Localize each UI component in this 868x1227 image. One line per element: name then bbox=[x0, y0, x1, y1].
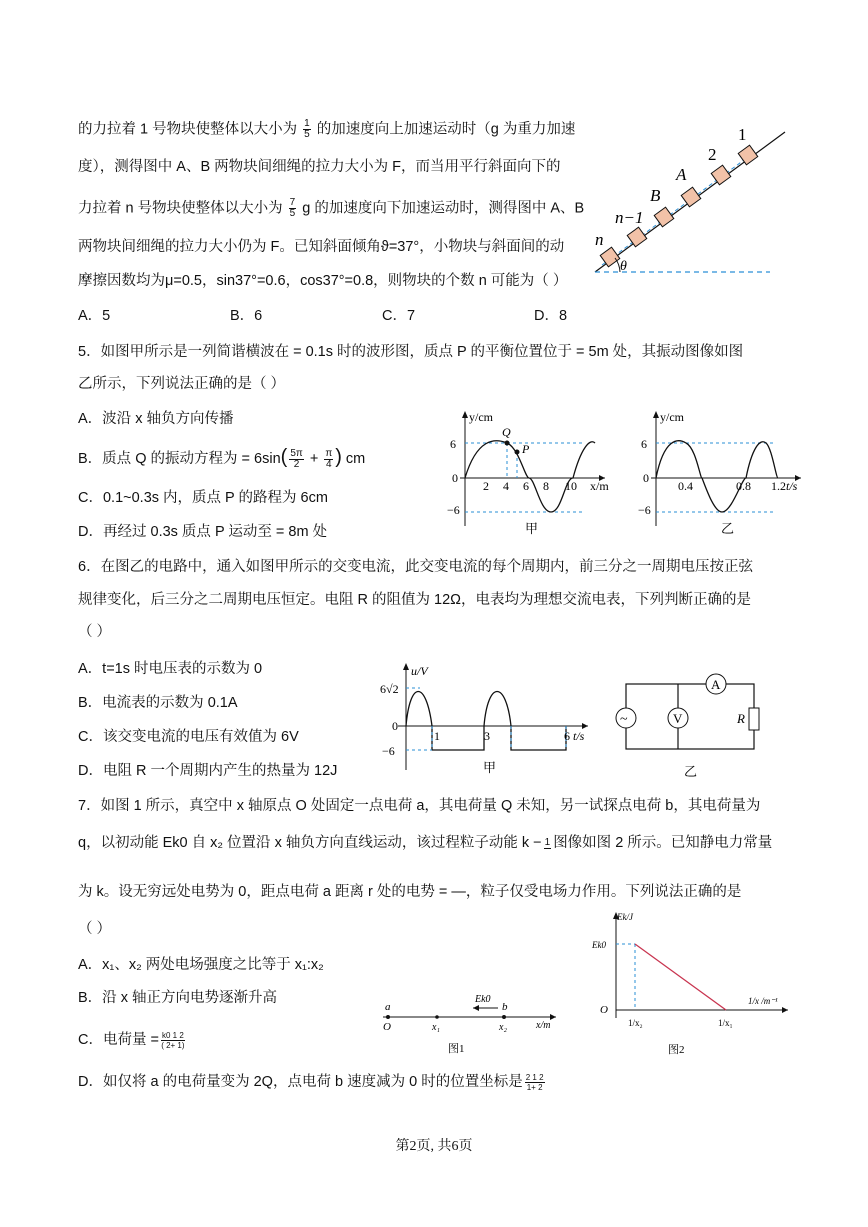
q5-line1: 5．如图甲所示是一列简谐横波在 = 0.1s 时的波形图，质点 P 的平衡位置位于 = 5m 处，其振动图像如图 bbox=[78, 344, 744, 360]
q7-option-d[interactable] bbox=[78, 1072, 547, 1092]
caption-jia: 甲 bbox=[525, 521, 539, 536]
q5-vibration-figure bbox=[636, 408, 816, 538]
y-tick-pos: 6 bbox=[641, 437, 647, 451]
t-label: t/s bbox=[573, 729, 585, 743]
q4-frac-7-5 bbox=[289, 198, 297, 219]
block-label-1: 1 bbox=[738, 125, 747, 144]
q7-option-c[interactable] bbox=[78, 1030, 187, 1050]
unit-cm: cm bbox=[345, 451, 366, 467]
block-2 bbox=[711, 165, 731, 185]
t-tick: 0.4 bbox=[678, 479, 693, 493]
q4-option-d[interactable]: D．8 bbox=[534, 308, 568, 324]
y-tick-neg: −6 bbox=[447, 503, 460, 517]
frac-num: 7 bbox=[289, 197, 296, 208]
q6-option-d[interactable]: D．电阻 R 一个周期内产生的热量为 12J bbox=[78, 763, 338, 779]
label-a: a bbox=[385, 1001, 391, 1013]
frac-num: 5π bbox=[290, 447, 303, 459]
x-label: t/s bbox=[786, 479, 798, 493]
q7-optd-frac bbox=[525, 1073, 545, 1092]
frac-den: 2 bbox=[293, 458, 300, 470]
axis-label: x/m bbox=[536, 1020, 551, 1031]
q6-line3: （ ） bbox=[78, 624, 112, 640]
block-label-b: B bbox=[650, 186, 661, 205]
q4-line1-text-b: 的加速度向上加速运动时（g 为重力加速 bbox=[316, 121, 576, 138]
point-x1 bbox=[435, 1015, 439, 1019]
frac-num: 1 bbox=[304, 118, 310, 129]
caption-yi: 乙 bbox=[721, 521, 735, 536]
origin-label: 0 bbox=[643, 471, 649, 485]
block-label-a: A bbox=[676, 165, 687, 184]
block-label-n-1: n−1 bbox=[615, 208, 644, 227]
caption-yi: 乙 bbox=[684, 764, 698, 779]
label-o: O bbox=[383, 1021, 391, 1033]
q6-option-c[interactable]: C．该交变电流的电压有效值为 6V bbox=[78, 729, 299, 745]
q7-option-a[interactable]: A．x₁、x₂ 两处电场强度之比等于 x₁:x₂ bbox=[78, 957, 324, 973]
u-tick-neg: −6 bbox=[382, 744, 395, 758]
q5-option-c[interactable]: C．0.1~0.3s 内，质点 P 的路程为 6cm bbox=[78, 490, 328, 506]
tick-1-x1: 1/x₁ bbox=[718, 1018, 733, 1028]
q5-option-d[interactable]: D．再经过 0.3s 质点 P 运动至 = 8m 处 bbox=[78, 524, 328, 540]
caption-jia: 甲 bbox=[483, 760, 497, 775]
x-tick: 4 bbox=[503, 479, 509, 493]
q4-line5: 摩擦因数均为μ=0.5，sin37°=0.6，cos37°=0.8，则物块的个数 n 可能为（ ） bbox=[78, 273, 568, 289]
frac-den: 5 bbox=[289, 208, 296, 219]
y-label: Ek/J bbox=[617, 912, 633, 922]
q6-option-b[interactable]: B．电流表的示数为 0.1A bbox=[78, 695, 238, 711]
block-label-n: n bbox=[595, 230, 604, 249]
q4-option-c[interactable]: C．7 bbox=[382, 308, 416, 324]
frac-den: 4 bbox=[325, 458, 332, 470]
page-footer: 第2页, 共6页 bbox=[395, 1139, 473, 1154]
u-axis-arrow bbox=[403, 663, 409, 670]
t-tick: 0.8 bbox=[736, 479, 751, 493]
frac-num: 2 1 2 bbox=[525, 1072, 544, 1082]
t-tick: 3 bbox=[484, 729, 490, 743]
q7-line4: （ ） bbox=[78, 921, 112, 937]
q-label: Q bbox=[502, 425, 511, 439]
q5-line2: 乙所示，下列说法正确的是（ ） bbox=[78, 376, 286, 392]
block-label-2: 2 bbox=[708, 145, 717, 164]
q6-line1: 6．在图乙的电路中，通入如图甲所示的交变电流，此交变电流的每个周期内，前三分之一周期电压按正弦 bbox=[78, 559, 754, 575]
wave-curve bbox=[465, 441, 595, 512]
x-label: x/m bbox=[590, 479, 609, 493]
y-tick-neg: −6 bbox=[638, 503, 651, 517]
q4-line3-text-b: g 的加速度向下加速运动时，测得图中 A、B bbox=[302, 200, 585, 217]
y-axis-arrow bbox=[462, 411, 468, 418]
y-axis-arrow bbox=[653, 411, 659, 418]
x-tick: 2 bbox=[483, 479, 489, 493]
ek-line bbox=[635, 944, 726, 1010]
charge-a bbox=[386, 1015, 390, 1019]
q5-wave-figure bbox=[445, 408, 615, 538]
label-x2: x₂ bbox=[499, 1022, 507, 1033]
q7-option-b[interactable]: B．沿 x 轴正方向电势逐渐升高 bbox=[78, 990, 277, 1006]
resistor-label: R bbox=[737, 711, 745, 726]
q7-optd-text: D．如仅将 a 的电荷量变为 2Q，点电荷 b 速度减为 0 时的位置坐标是 bbox=[78, 1074, 523, 1090]
voltmeter-label: V bbox=[673, 711, 683, 726]
q6-voltage-figure bbox=[378, 660, 598, 780]
vibration-curve bbox=[656, 441, 778, 512]
q4-line3-text: 力拉着 n 号物块使整体以大小为 bbox=[78, 200, 283, 217]
q7-frac-1-x bbox=[544, 838, 552, 849]
tick-1-x2: 1/x₂ bbox=[628, 1018, 643, 1028]
q6-option-a[interactable]: A．t=1s 时电压表的示数为 0 bbox=[78, 661, 263, 677]
paren-close: ) bbox=[335, 446, 342, 468]
u-label: u/V bbox=[411, 664, 428, 678]
q7-line2 bbox=[78, 833, 772, 853]
q5-option-a[interactable]: A．波沿 x 轴负方向传播 bbox=[78, 411, 234, 427]
q4-option-b[interactable]: B．6 bbox=[230, 308, 263, 324]
point-q bbox=[505, 441, 510, 446]
theta-label: θ bbox=[620, 259, 627, 274]
y-tick-pos: 6 bbox=[450, 437, 456, 451]
y-label: y/cm bbox=[660, 410, 684, 424]
point-p bbox=[515, 450, 520, 455]
frac-den: 1+ 2 bbox=[526, 1082, 543, 1092]
q7-line1: 7．如图 1 所示，真空中 x 轴原点 O 处固定一点电荷 a，其电荷量 Q 未知，另一试探点电荷 b，其电荷量为 bbox=[78, 798, 761, 814]
const-segment-2 bbox=[511, 726, 566, 750]
q7-fig2 bbox=[588, 908, 798, 1058]
x-tick: 10 bbox=[565, 479, 577, 493]
ac-source-symbol: ~ bbox=[620, 712, 628, 727]
x-tick: 6 bbox=[523, 479, 529, 493]
q4-line1-text: 的力拉着 1 号物块使整体以大小为 bbox=[78, 121, 298, 138]
x-axis-arrow bbox=[782, 1007, 788, 1013]
caption-fig1: 图1 bbox=[448, 1043, 465, 1055]
block-b bbox=[654, 207, 674, 227]
block-a bbox=[681, 187, 701, 207]
sine-segment-2 bbox=[484, 692, 511, 727]
paren-open: ( bbox=[280, 446, 288, 468]
frac-den: ( 2+ 1) bbox=[161, 1040, 185, 1050]
x-axis-arrow bbox=[550, 1014, 556, 1020]
q6-line2: 规律变化，后三分之二周期电压恒定。电阻 R 的阻值为 12Ω，电表均为理想交流电表，下列判断正确的是 bbox=[78, 592, 752, 608]
y-label: y/cm bbox=[469, 410, 493, 424]
resistor bbox=[749, 708, 759, 730]
x-label: 1/x /m⁻¹ bbox=[748, 996, 778, 1006]
t-tick: 1 bbox=[434, 729, 440, 743]
q5-frac-5pi-2 bbox=[289, 449, 303, 470]
q4-frac-1-5 bbox=[303, 119, 311, 140]
circuit-frame bbox=[626, 684, 754, 749]
plus-sign: + bbox=[309, 451, 319, 467]
q6-circuit-figure bbox=[612, 672, 772, 782]
u-tick-pos: 6√2 bbox=[380, 682, 399, 696]
q7-fig1 bbox=[378, 992, 563, 1057]
charge-b bbox=[502, 1015, 506, 1019]
origin-label: O bbox=[600, 1004, 608, 1016]
q7-optc-frac bbox=[161, 1031, 185, 1050]
t-tick: 6 bbox=[564, 729, 570, 743]
block-1 bbox=[738, 145, 758, 165]
p-label: P bbox=[522, 442, 530, 456]
sine-segment-1 bbox=[406, 692, 432, 727]
q7-line2-text-b: 图像如图 2 所示。已知静电力常量 bbox=[553, 835, 773, 851]
label-b: b bbox=[502, 1001, 508, 1013]
q7-line3: 为 k。设无穷远处电势为 0，距点电荷 a 距离 r 处的电势 = —，粒子仅受电场力作用。下列说法正确的是 bbox=[78, 884, 742, 900]
q7-optc-text: C．电荷量 = bbox=[78, 1032, 159, 1048]
q4-option-a[interactable]: A．5 bbox=[78, 308, 111, 324]
velocity-arrowhead bbox=[473, 1005, 479, 1011]
frac-num: 1 bbox=[544, 836, 551, 848]
q5-frac-pi-4 bbox=[324, 449, 333, 470]
x-tick: 8 bbox=[543, 479, 549, 493]
frac-num: π bbox=[325, 447, 333, 459]
ek0-label: Ek0 bbox=[592, 940, 606, 950]
frac-den: 5 bbox=[304, 129, 310, 140]
q4-line4: 两物块间细绳的拉力大小仍为 F。已知斜面倾角ϑ=37°，小物块与斜面间的动 bbox=[78, 239, 565, 255]
origin-label: 0 bbox=[452, 471, 458, 485]
t-tick: 1.2 bbox=[771, 479, 786, 493]
label-x1: x₁ bbox=[432, 1022, 440, 1033]
frac-num: k0 1 2 bbox=[161, 1030, 184, 1040]
ammeter-label: A bbox=[711, 677, 721, 692]
q4-line1 bbox=[78, 119, 575, 140]
caption-fig2: 图2 bbox=[668, 1044, 685, 1056]
origin-label: 0 bbox=[392, 719, 398, 733]
q4-line2: 度），测得图中 A、B 两物块间细绳的拉力大小为 F，而当用平行斜面向下的 bbox=[78, 159, 561, 175]
q4-line3 bbox=[78, 198, 584, 219]
q5-option-b[interactable] bbox=[78, 447, 365, 470]
label-ek0: Ek0 bbox=[475, 994, 491, 1005]
q5-optb-text: B．质点 Q 的振动方程为 = 6sin bbox=[78, 451, 281, 467]
incline-figure bbox=[590, 120, 790, 280]
q7-line2-text: q，以初动能 Ek0 自 x₂ 位置沿 x 轴负方向直线运动，该过程粒子动能 k − bbox=[78, 835, 542, 851]
